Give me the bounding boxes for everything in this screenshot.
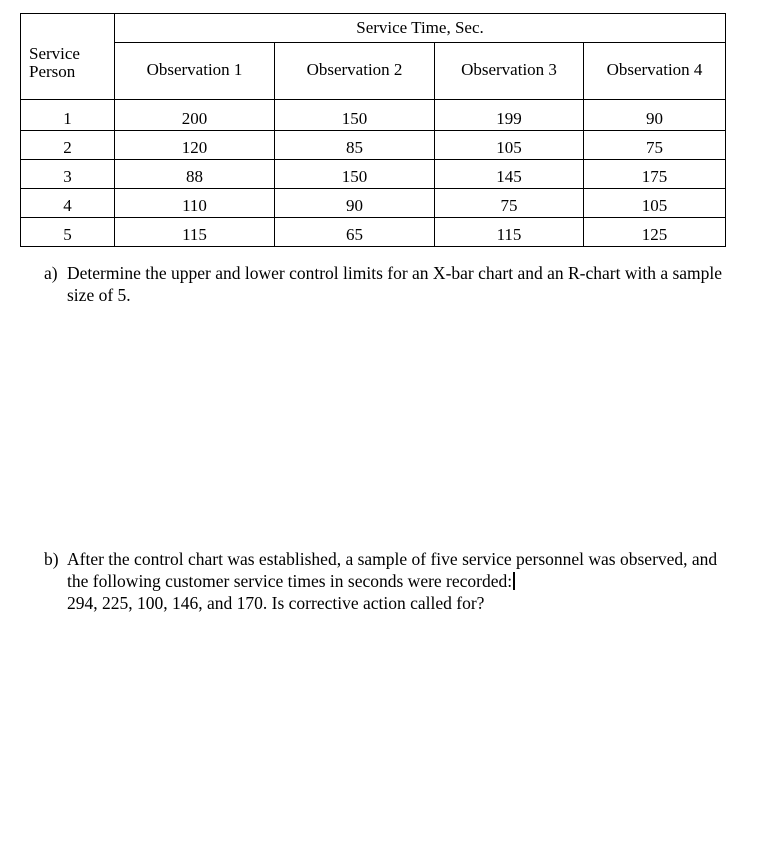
table-cell: 115 (435, 217, 584, 246)
table-corner-cell (21, 14, 115, 43)
column-header-observation-4: Observation 4 (584, 43, 726, 100)
table-cell: 105 (584, 188, 726, 217)
text-cursor (513, 572, 515, 590)
table-cell: 175 (584, 159, 726, 188)
table-title: Service Time, Sec. (115, 14, 726, 43)
table-title-row (21, 14, 726, 43)
table-cell: 200 (115, 99, 275, 130)
table-cell: 90 (584, 99, 726, 130)
table-cell: 199 (435, 99, 584, 130)
table-cell: 85 (275, 130, 435, 159)
person-cell: 5 (21, 217, 115, 246)
table-cell: 125 (584, 217, 726, 246)
service-person-header: Service Person (21, 43, 115, 100)
table-cell: 105 (435, 130, 584, 159)
question-b (44, 548, 734, 614)
table-cell: 150 (275, 159, 435, 188)
table-cell: 90 (275, 188, 435, 217)
table-row (21, 130, 726, 159)
table-cell: 75 (435, 188, 584, 217)
table-row (21, 188, 726, 217)
column-header-observation-1: Observation 1 (115, 43, 275, 100)
table-cell: 150 (275, 99, 435, 130)
person-cell: 3 (21, 159, 115, 188)
table-row (21, 217, 726, 246)
table-cell: 115 (115, 217, 275, 246)
question-b-label: b) (44, 549, 59, 569)
table-cell: 120 (115, 130, 275, 159)
person-cell: 2 (21, 130, 115, 159)
service-time-table (20, 13, 726, 247)
question-a (44, 262, 734, 306)
column-header-observation-3: Observation 3 (435, 43, 584, 100)
table-cell: 75 (584, 130, 726, 159)
table-cell: 88 (115, 159, 275, 188)
column-header-observation-2: Observation 2 (275, 43, 435, 100)
table-cell: 145 (435, 159, 584, 188)
table-cell: 65 (275, 217, 435, 246)
table-cell: 110 (115, 188, 275, 217)
table-row (21, 159, 726, 188)
person-cell: 4 (21, 188, 115, 217)
question-b-text[interactable]: After the control chart was established, a sample of five service personnel was observed, and the following customer service times in seconds were recorded: 294, 225, 100, 146, and 170. Is corrective action called for? (67, 549, 718, 613)
person-cell: 1 (21, 99, 115, 130)
table-row (21, 99, 726, 130)
question-a-label: a) (44, 263, 58, 283)
question-a-text: Determine the upper and lower control limits for an X-bar chart and an R-chart with a sample size of 5. (67, 263, 723, 305)
table-header-row (21, 43, 726, 100)
